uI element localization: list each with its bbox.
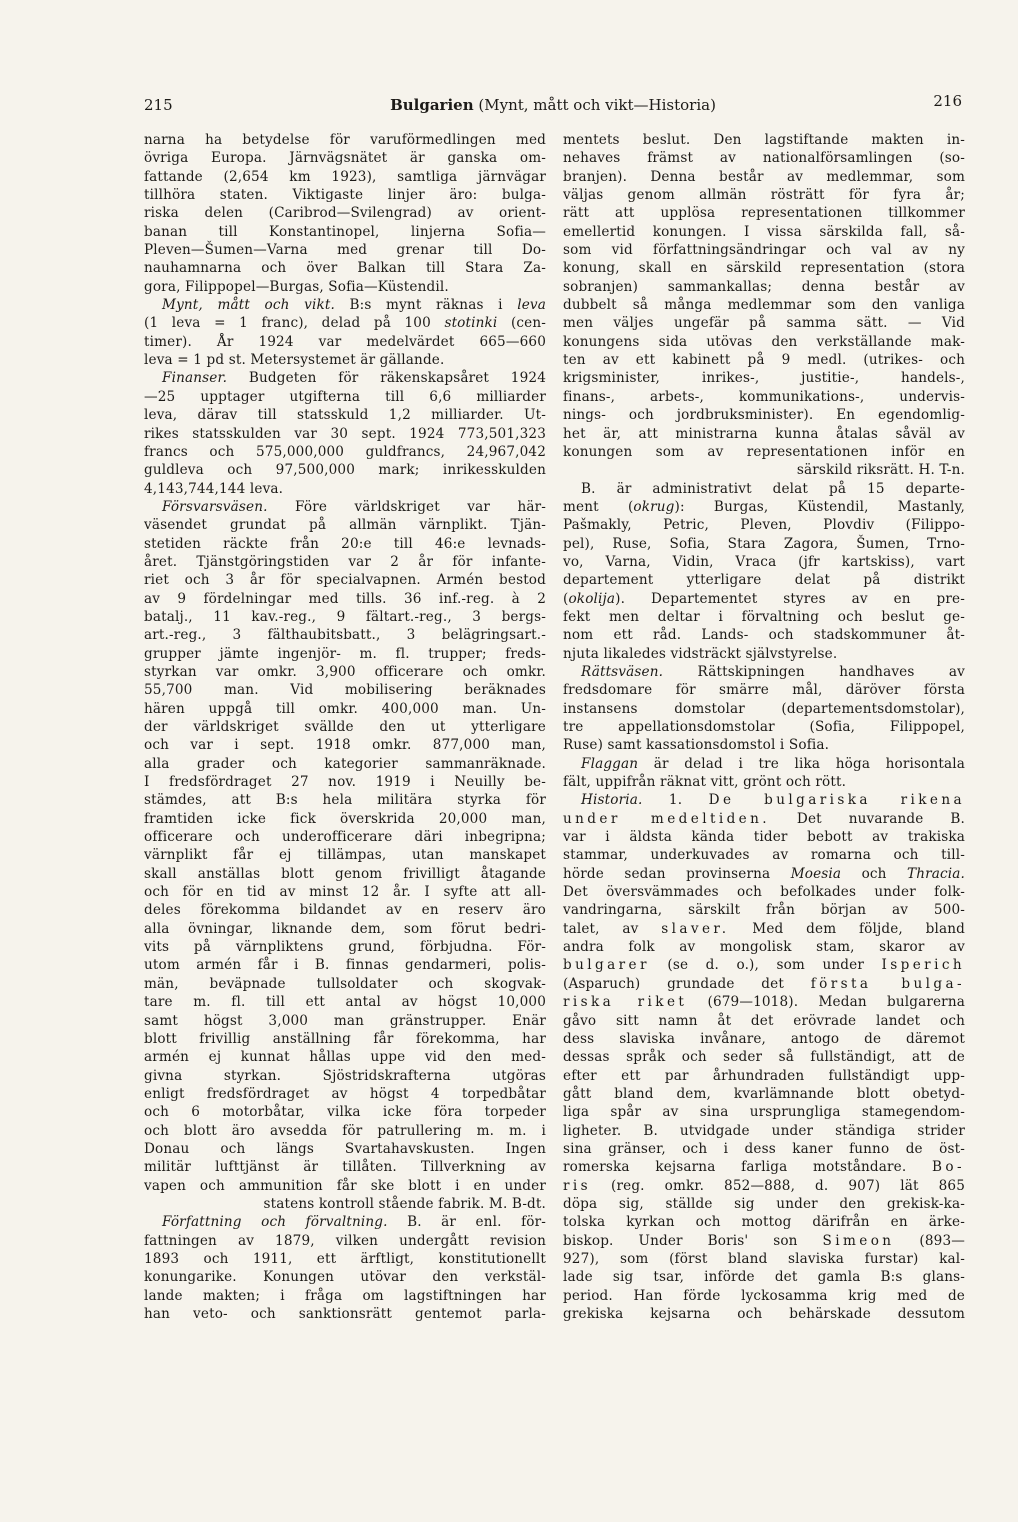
text-run: givna styrkan. Sjöstridskrafterna utgöras: [144, 1067, 546, 1084]
text-run: art.-reg., 3 fälthaubitsbatt., 3 belägringsart.-: [144, 627, 546, 644]
text-line: [144, 1177, 546, 1195]
text-line: [144, 590, 546, 608]
text-run: fält, uppifrån räknat vitt, grönt och rött.: [563, 774, 847, 791]
text-run: (cen-: [497, 315, 547, 332]
text-run: Rättskipningen handhaves av: [663, 663, 965, 680]
text-run: instansens domstolar (departementsdomstolar),: [563, 700, 965, 717]
text-run: ): Burgas, Küstendil, Mastanly,: [674, 498, 965, 515]
text-run: enligt fredsfördraget av högst 4 torpedbåtar: [144, 1085, 546, 1102]
text-line: [563, 1103, 965, 1121]
text-line: [563, 1177, 965, 1195]
text-line: [144, 351, 546, 369]
text-line: [144, 993, 546, 1011]
text-line: [563, 480, 965, 498]
text-run: (679—1018). Medan bulgarerna: [687, 994, 965, 1011]
text-run: stammar, underkuvades av romarna och till-: [563, 847, 965, 864]
text-run: nings- och jordbruksminister). En egendomlig-: [563, 407, 965, 424]
text-run: romerska kejsarna farliga motståndare.: [563, 1159, 933, 1176]
text-run: Donau och längs Svartahavskusten. Ingen: [144, 1140, 546, 1157]
text-run: branjen). Denna består av medlemmar, som: [563, 168, 965, 185]
text-run: banan till Konstantinopel, linjerna Sofia—: [144, 223, 546, 240]
text-line: [563, 186, 965, 204]
text-run: 1.: [642, 792, 709, 809]
text-line: [563, 1085, 965, 1103]
text-run: fattande (2,654 km 1923), samtliga järnvägar: [144, 168, 546, 185]
text-run: väsendet grundat på allmän värnplikt. Tjän-: [144, 517, 546, 534]
text-line: [563, 846, 965, 864]
text-run: lade sig tsar, införde det gamla B:s glans-: [563, 1269, 965, 1286]
text-line: [144, 223, 546, 241]
text-line: [144, 535, 546, 553]
text-run: liga spår av sina ursprungliga stamegendom-: [563, 1104, 965, 1121]
text-run: rikes statsskulden var 30 sept. 1924 773,501,323: [144, 425, 546, 442]
text-line: [144, 920, 546, 938]
text-line: [563, 1030, 965, 1048]
text-line: [563, 406, 965, 424]
text-line: [144, 333, 546, 351]
text-run: och blott äro avsedda för patrullering m. m. i: [144, 1122, 546, 1139]
text-line: [563, 1048, 965, 1066]
text-line: [563, 571, 965, 589]
text-run: fredsdomare för smärre mål, däröver första: [563, 682, 965, 699]
text-run: Det översvämmades och befolkades under folk-: [563, 884, 965, 901]
text-line: [144, 406, 546, 424]
text-line: [144, 296, 546, 314]
text-line: [144, 314, 546, 332]
text-run: hären uppgå till omkr. 400,000 man. Un-: [144, 700, 546, 717]
spaced-term: Isperich: [881, 957, 965, 974]
text-line: [563, 131, 965, 149]
text-line: [563, 901, 965, 919]
text-line: [563, 608, 965, 626]
text-line: [563, 1213, 965, 1231]
text-run: konung, skall en särskild representation (stora: [563, 260, 965, 277]
text-line: [144, 1030, 546, 1048]
text-line: [563, 1012, 965, 1030]
text-run: departement ytterligare delat på distrikt: [563, 572, 965, 589]
text-run: alla grader och kategorier sammanräknade.: [144, 755, 546, 772]
text-run: skall anställas blott genom frivilligt åtagande: [144, 865, 546, 882]
text-line: [563, 369, 965, 387]
text-line: [563, 204, 965, 222]
text-line: [144, 204, 546, 222]
text-line: [563, 1140, 965, 1158]
text-line: [144, 1140, 546, 1158]
text-line: [144, 700, 546, 718]
text-line: [563, 975, 965, 993]
text-run: dubbelt så många medlemmar som den vanliga: [563, 297, 965, 314]
text-run: och 6 motorbåtar, vilka icke föra torpeder: [144, 1104, 546, 1121]
text-run: Budgeten för räkenskapsåret 1924: [227, 370, 546, 387]
text-run: konungens sida utövas den verkställande mak-: [563, 333, 965, 350]
spaced-term: ris: [563, 1177, 592, 1194]
text-line: [144, 718, 546, 736]
text-run: batalj., 11 kav.-reg., 9 fältart.-reg., 3 bergs-: [144, 608, 546, 625]
text-run: efter ett par århundraden fullständigt upp-: [563, 1067, 965, 1084]
text-run: övriga Europa. Järnvägsnätet är ganska om-: [144, 150, 546, 167]
text-run: dess slaviska invånare, antogo de däremot: [563, 1030, 965, 1047]
text-line: [144, 1287, 546, 1305]
text-run: tillhöra staten. Viktigaste linjer äro: bulga-: [144, 187, 546, 204]
text-line: [144, 1250, 546, 1268]
text-run: leva = 1 pd st. Metersystemet är gällande.: [144, 352, 445, 369]
italic-term: Rättsväsen.: [581, 663, 664, 680]
text-line: [144, 645, 546, 663]
text-run: tare m. fl. till ett antal av högst 10,000: [144, 994, 546, 1011]
text-line: [144, 1122, 546, 1140]
text-line: [563, 1195, 965, 1213]
text-line: [563, 278, 965, 296]
text-line: [144, 828, 546, 846]
text-run: krigsminister, inrikes-, justitie-, handels-,: [563, 370, 965, 387]
text-run: B:s mynt räknas i: [334, 297, 518, 314]
text-line: [144, 516, 546, 534]
text-run: der världskriget svällde den ut ytterligare: [144, 719, 546, 735]
text-line: [144, 1195, 546, 1213]
text-line: [563, 681, 965, 699]
text-run: tre appellationsdomstolar (Sofia, Filippopel,: [563, 719, 965, 735]
text-run: gått bland dem, kvarlämnande blott obetyd-: [563, 1085, 965, 1102]
text-run: hörde sedan provinserna: [563, 865, 791, 882]
text-line: [563, 351, 965, 369]
text-run: het är, att ministrarna kunna åtalas såväl av: [563, 425, 965, 442]
page-number-left: 215: [144, 96, 173, 114]
spaced-term: första bulga-: [810, 975, 965, 992]
text-run: män, beväpnade tullsoldater och skogvak-: [144, 975, 546, 992]
text-line: [144, 278, 546, 296]
text-line: [563, 259, 965, 277]
italic-term: Historia.: [581, 792, 643, 809]
text-line: [144, 975, 546, 993]
running-title-main: Bulgarien: [390, 96, 474, 114]
text-run: av 9 fördelningar med tills. 36 inf.-reg. à 2: [144, 590, 546, 607]
text-run: deles förekomma bildandet av en reserv äro: [144, 902, 546, 919]
italic-term: Moesia: [790, 865, 842, 882]
italic-term: Thracia.: [907, 865, 966, 882]
text-run: 1893 och 1911, ett ärftligt, konstitutionellt: [144, 1250, 546, 1267]
text-run: blott frivillig anställning får förekomma, har: [144, 1030, 546, 1047]
text-run: timer). År 1924 var medelvärdet 665—660: [144, 333, 546, 350]
text-run: var i äldsta kända tider bebott av trakiska: [563, 829, 965, 846]
text-line: [144, 1085, 546, 1103]
text-run: ment (: [563, 498, 634, 515]
text-run: nehaves främst av nationalförsamlingen (so-: [563, 150, 965, 167]
text-run: vapen och ammunition får ske blott i en under: [144, 1177, 546, 1194]
text-run: 4,143,744,144 leva.: [144, 480, 284, 497]
text-run: Pleven—Šumen—Varna med grenar till Do-: [144, 242, 546, 259]
text-run: gora, Filippopel—Burgas, Sofia—Küstendil.: [144, 278, 449, 295]
right-column: [563, 131, 965, 1323]
text-line: [144, 168, 546, 186]
text-line: [144, 736, 546, 754]
text-run: Före världskriget var här-: [267, 498, 546, 515]
text-line: [144, 241, 546, 259]
text-run: armén ej kunnat hållas uppe vid den med-: [144, 1049, 546, 1066]
text-run: vits på värnpliktens grund, förbjudna. För-: [144, 939, 546, 956]
text-run: finans-, arbets-, kommunikations-, undervis-: [563, 388, 965, 405]
text-run: B. är administrativt delat på 15 departe-: [581, 480, 965, 497]
text-line: [563, 461, 965, 479]
running-title: [144, 96, 962, 114]
text-line: [144, 461, 546, 479]
text-run: 927), som (först bland slaviska furstar) kal-: [563, 1250, 965, 1267]
text-run: väljas genom allmän rösträtt för fyra år;: [563, 187, 965, 204]
text-run: konungen som av representationen inför en: [563, 443, 965, 460]
text-run: utom armén får i B. finnas gendarmeri, polis-: [144, 957, 546, 974]
italic-term: Försvarsväsen.: [162, 498, 268, 515]
text-line: [563, 645, 965, 663]
text-run: Med dem följde, bland: [729, 920, 966, 937]
text-line: [144, 553, 546, 571]
text-line: [144, 443, 546, 461]
spaced-term: under medeltiden.: [563, 810, 770, 827]
italic-term: Finanser.: [162, 370, 228, 387]
text-run: rätt att upplösa representationen tillkommer: [563, 205, 965, 222]
text-line: [563, 1287, 965, 1305]
italic-term: stotinki: [444, 315, 498, 332]
text-line: [563, 1268, 965, 1286]
text-line: [563, 296, 965, 314]
text-line: [144, 663, 546, 681]
italic-term: Författning och förvaltning.: [162, 1214, 388, 1231]
text-run: talet, av: [563, 920, 662, 937]
text-run: ten av ett kabinett på 9 medl. (utrikes- och: [563, 352, 965, 369]
text-run: som vid författningsändringar och val av ny: [563, 242, 965, 259]
text-line: [144, 681, 546, 699]
text-line: [563, 920, 965, 938]
text-line: [144, 938, 546, 956]
text-run: (1 leva = 1 franc), delad på 100: [144, 315, 445, 332]
italic-term: okrug: [633, 498, 675, 515]
text-line: [563, 443, 965, 461]
text-run: (Asparuch) grundade det: [563, 975, 811, 992]
italic-term: Mynt, mått och vikt.: [162, 297, 335, 314]
text-run: (se d. o.), som under: [649, 957, 882, 974]
text-line: [563, 516, 965, 534]
left-column: [144, 131, 546, 1323]
text-line: [144, 1305, 546, 1323]
text-line: [144, 259, 546, 277]
text-line: [144, 149, 546, 167]
spaced-term: Bo-: [932, 1159, 965, 1176]
text-line: [563, 1305, 965, 1323]
text-line: [563, 223, 965, 241]
spaced-term: Simeon: [822, 1232, 895, 1249]
text-run: statens kontroll stående fabrik. M. B-dt.: [263, 1195, 546, 1212]
text-run: (: [563, 590, 569, 607]
text-line: [563, 865, 965, 883]
text-line: [563, 810, 965, 828]
text-line: [144, 1012, 546, 1030]
text-line: [144, 425, 546, 443]
text-line: [563, 718, 965, 736]
italic-term: okolija: [568, 590, 616, 607]
text-run: gåvo sitt namn åt det erövrade landet och: [563, 1012, 965, 1029]
text-run: nauhamnarna och över Balkan till Stara Za-: [144, 260, 546, 277]
text-line: [144, 1067, 546, 1085]
spaced-term: riska riket: [563, 994, 688, 1011]
text-line: [144, 498, 546, 516]
text-line: [144, 901, 546, 919]
spaced-term: De bulgariska rikena: [708, 792, 965, 809]
text-line: [563, 828, 965, 846]
text-run: framtiden icke fick överskrida 20,000 man,: [144, 810, 546, 827]
text-line: [144, 773, 546, 791]
text-line: [144, 755, 546, 773]
text-run: särskild riksrätt. H. T-n.: [796, 462, 965, 479]
text-run: och: [841, 865, 907, 882]
text-line: [144, 571, 546, 589]
text-run: riet och 3 år för specialvapnen. Armén bestod: [144, 572, 546, 589]
text-line: [563, 1250, 965, 1268]
text-run: han veto- och sanktionsrätt gentemot parla-: [144, 1306, 546, 1322]
running-title-sub: (Mynt, mått och vikt—Historia): [478, 96, 716, 114]
text-run: Ruse) samt kassationsdomstol i Sofia.: [563, 737, 830, 754]
text-run: alla övningar, liknande dem, som förut bedri-: [144, 920, 546, 937]
text-run: Det nuvarande B.: [770, 810, 965, 827]
text-run: värnplikt får ej tillämpas, utan manskapet: [144, 847, 546, 864]
text-run: biskop. Under Boris' son: [563, 1232, 823, 1249]
text-run: emellertid konungen. I vissa särskilda fall, så-: [563, 223, 965, 240]
text-run: styrkan var omkr. 3,900 officerare och omkr.: [144, 663, 546, 680]
text-run: pel), Ruse, Sofia, Stara Zagora, Šumen, Trno-: [563, 535, 965, 552]
text-run: leva, därav till statsskuld 1,2 milliarder. Ut-: [144, 407, 546, 424]
text-run: francs och 575,000,000 guldfrancs, 24,967,042: [144, 443, 546, 460]
text-line: [144, 956, 546, 974]
text-line: [563, 1067, 965, 1085]
text-line: [144, 883, 546, 901]
text-line: [563, 425, 965, 443]
text-run: döpa sig, ställde sig under den grekisk-ka-: [563, 1195, 965, 1212]
text-line: [563, 736, 965, 754]
text-line: [563, 956, 965, 974]
text-run: sina gränser, och i dess kaner funno de öst-: [563, 1140, 965, 1157]
text-run: vandringarna, särskilt från början av 500-: [563, 902, 965, 919]
text-run: och för en tid av minst 12 år. I syfte att all-: [144, 884, 546, 901]
text-line: [144, 131, 546, 149]
text-run: narna ha betydelse för varuförmedlingen med: [144, 132, 546, 148]
text-run: nom ett råd. Lands- och stadskommuner åt-: [563, 627, 965, 644]
page-number-right: 216: [933, 92, 962, 110]
text-line: [563, 1158, 965, 1176]
text-line: [563, 993, 965, 1011]
text-run: guldleva och 97,500,000 mark; inrikesskulden: [144, 462, 546, 479]
text-run: riska delen (Caribrod—Svilengrad) av orient-: [144, 205, 546, 222]
text-line: [563, 241, 965, 259]
text-line: [144, 1048, 546, 1066]
text-run: militär lufttjänst är tillåten. Tillverkning av: [144, 1159, 546, 1176]
text-run: 55,700 man. Vid mobilisering beräknades: [144, 682, 546, 699]
text-run: B. är enl. för-: [387, 1214, 546, 1231]
text-line: [144, 846, 546, 864]
text-run: sobranjen) sammankallas; denna består av: [563, 278, 965, 295]
text-line: [563, 700, 965, 718]
text-run: ligheter. B. utvidgade under ständiga strider: [563, 1122, 965, 1139]
text-run: konungarike. Konungen utövar den verkstäl-: [144, 1269, 546, 1286]
text-line: [144, 480, 546, 498]
text-line: [563, 791, 965, 809]
text-run: året. Tjänstgöringstiden var 2 år för infante-: [144, 553, 546, 570]
text-run: stämdes, att B:s hela militära styrka för: [144, 792, 546, 809]
text-run: men väljes ungefär på samma sätt. — Vid: [563, 315, 965, 332]
text-line: [563, 498, 965, 516]
text-line: [144, 626, 546, 644]
text-line: [563, 590, 965, 608]
text-line: [563, 1232, 965, 1250]
text-line: [563, 333, 965, 351]
text-run: grekiska kejsarna och behärskade dessutom: [563, 1306, 965, 1322]
text-line: [144, 369, 546, 387]
text-run: dessas språk och seder så fullständigt, att de: [563, 1049, 965, 1066]
italic-term: Flaggan: [581, 755, 639, 772]
text-line: [144, 1232, 546, 1250]
text-run: period. Han förde lyckosamma krig med de: [563, 1287, 965, 1304]
text-line: [144, 1158, 546, 1176]
text-line: [563, 535, 965, 553]
text-run: andra folk av mongolisk stam, skaror av: [563, 939, 965, 956]
text-line: [144, 1268, 546, 1286]
text-run: och var i sept. 1918 omkr. 877,000 man,: [144, 737, 546, 754]
text-run: är delad i tre lika höga horisontala: [638, 755, 965, 772]
text-line: [563, 149, 965, 167]
text-run: (reg. omkr. 852—888, d. 907) lät 865: [591, 1177, 965, 1194]
text-run: njuta likaledes vidsträckt självstyrelse.: [563, 645, 838, 662]
text-run: ). Departementet styres av en pre-: [615, 590, 965, 607]
text-run: grupper jämte ingenjör- m. fl. trupper; freds-: [144, 645, 546, 662]
text-line: [563, 626, 965, 644]
text-run: fekt men deltar i förvaltning och beslut ge-: [563, 608, 965, 625]
text-run: mentets beslut. Den lagstiftande makten in-: [563, 132, 965, 148]
text-line: [563, 883, 965, 901]
text-run: vo, Varna, Vidin, Vraca (jfr kartskiss), vart: [563, 553, 965, 570]
text-run: I fredsfördraget 27 nov. 1919 i Neuilly be-: [144, 774, 546, 791]
spaced-term: bulgarer: [563, 957, 650, 974]
text-line: [144, 186, 546, 204]
text-line: [144, 791, 546, 809]
text-run: tolska kyrkan och mottog därifrån en ärke-: [563, 1214, 965, 1231]
text-line: [563, 314, 965, 332]
text-line: [563, 773, 965, 791]
text-line: [563, 938, 965, 956]
text-line: [144, 388, 546, 406]
spaced-term: slaver.: [661, 920, 730, 937]
text-run: lande makten; i fråga om lagstiftningen har: [144, 1287, 546, 1304]
text-line: [563, 1122, 965, 1140]
text-line: [144, 608, 546, 626]
text-line: [563, 663, 965, 681]
text-run: —25 upptager utgifterna till 6,6 milliarder: [144, 388, 546, 405]
italic-term: leva: [517, 297, 547, 314]
text-line: [144, 865, 546, 883]
text-line: [563, 755, 965, 773]
text-run: officerare och underofficerare däri inbegripna;: [144, 829, 546, 846]
text-run: (893—: [894, 1232, 965, 1249]
text-run: samt högst 3,000 man gränstrupper. Enär: [144, 1012, 546, 1029]
text-line: [563, 388, 965, 406]
text-run: stetiden räckte från 20:e till 46:e levnads-: [144, 535, 546, 552]
text-line: [144, 1103, 546, 1121]
text-line: [563, 168, 965, 186]
page-header: [144, 92, 962, 120]
text-line: [563, 553, 965, 571]
text-run: Pašmakly, Petric, Pleven, Plovdiv (Filippo-: [563, 517, 965, 534]
text-line: [144, 1213, 546, 1231]
text-run: fattningen av 1879, vilken undergått revision: [144, 1232, 546, 1249]
text-line: [144, 810, 546, 828]
